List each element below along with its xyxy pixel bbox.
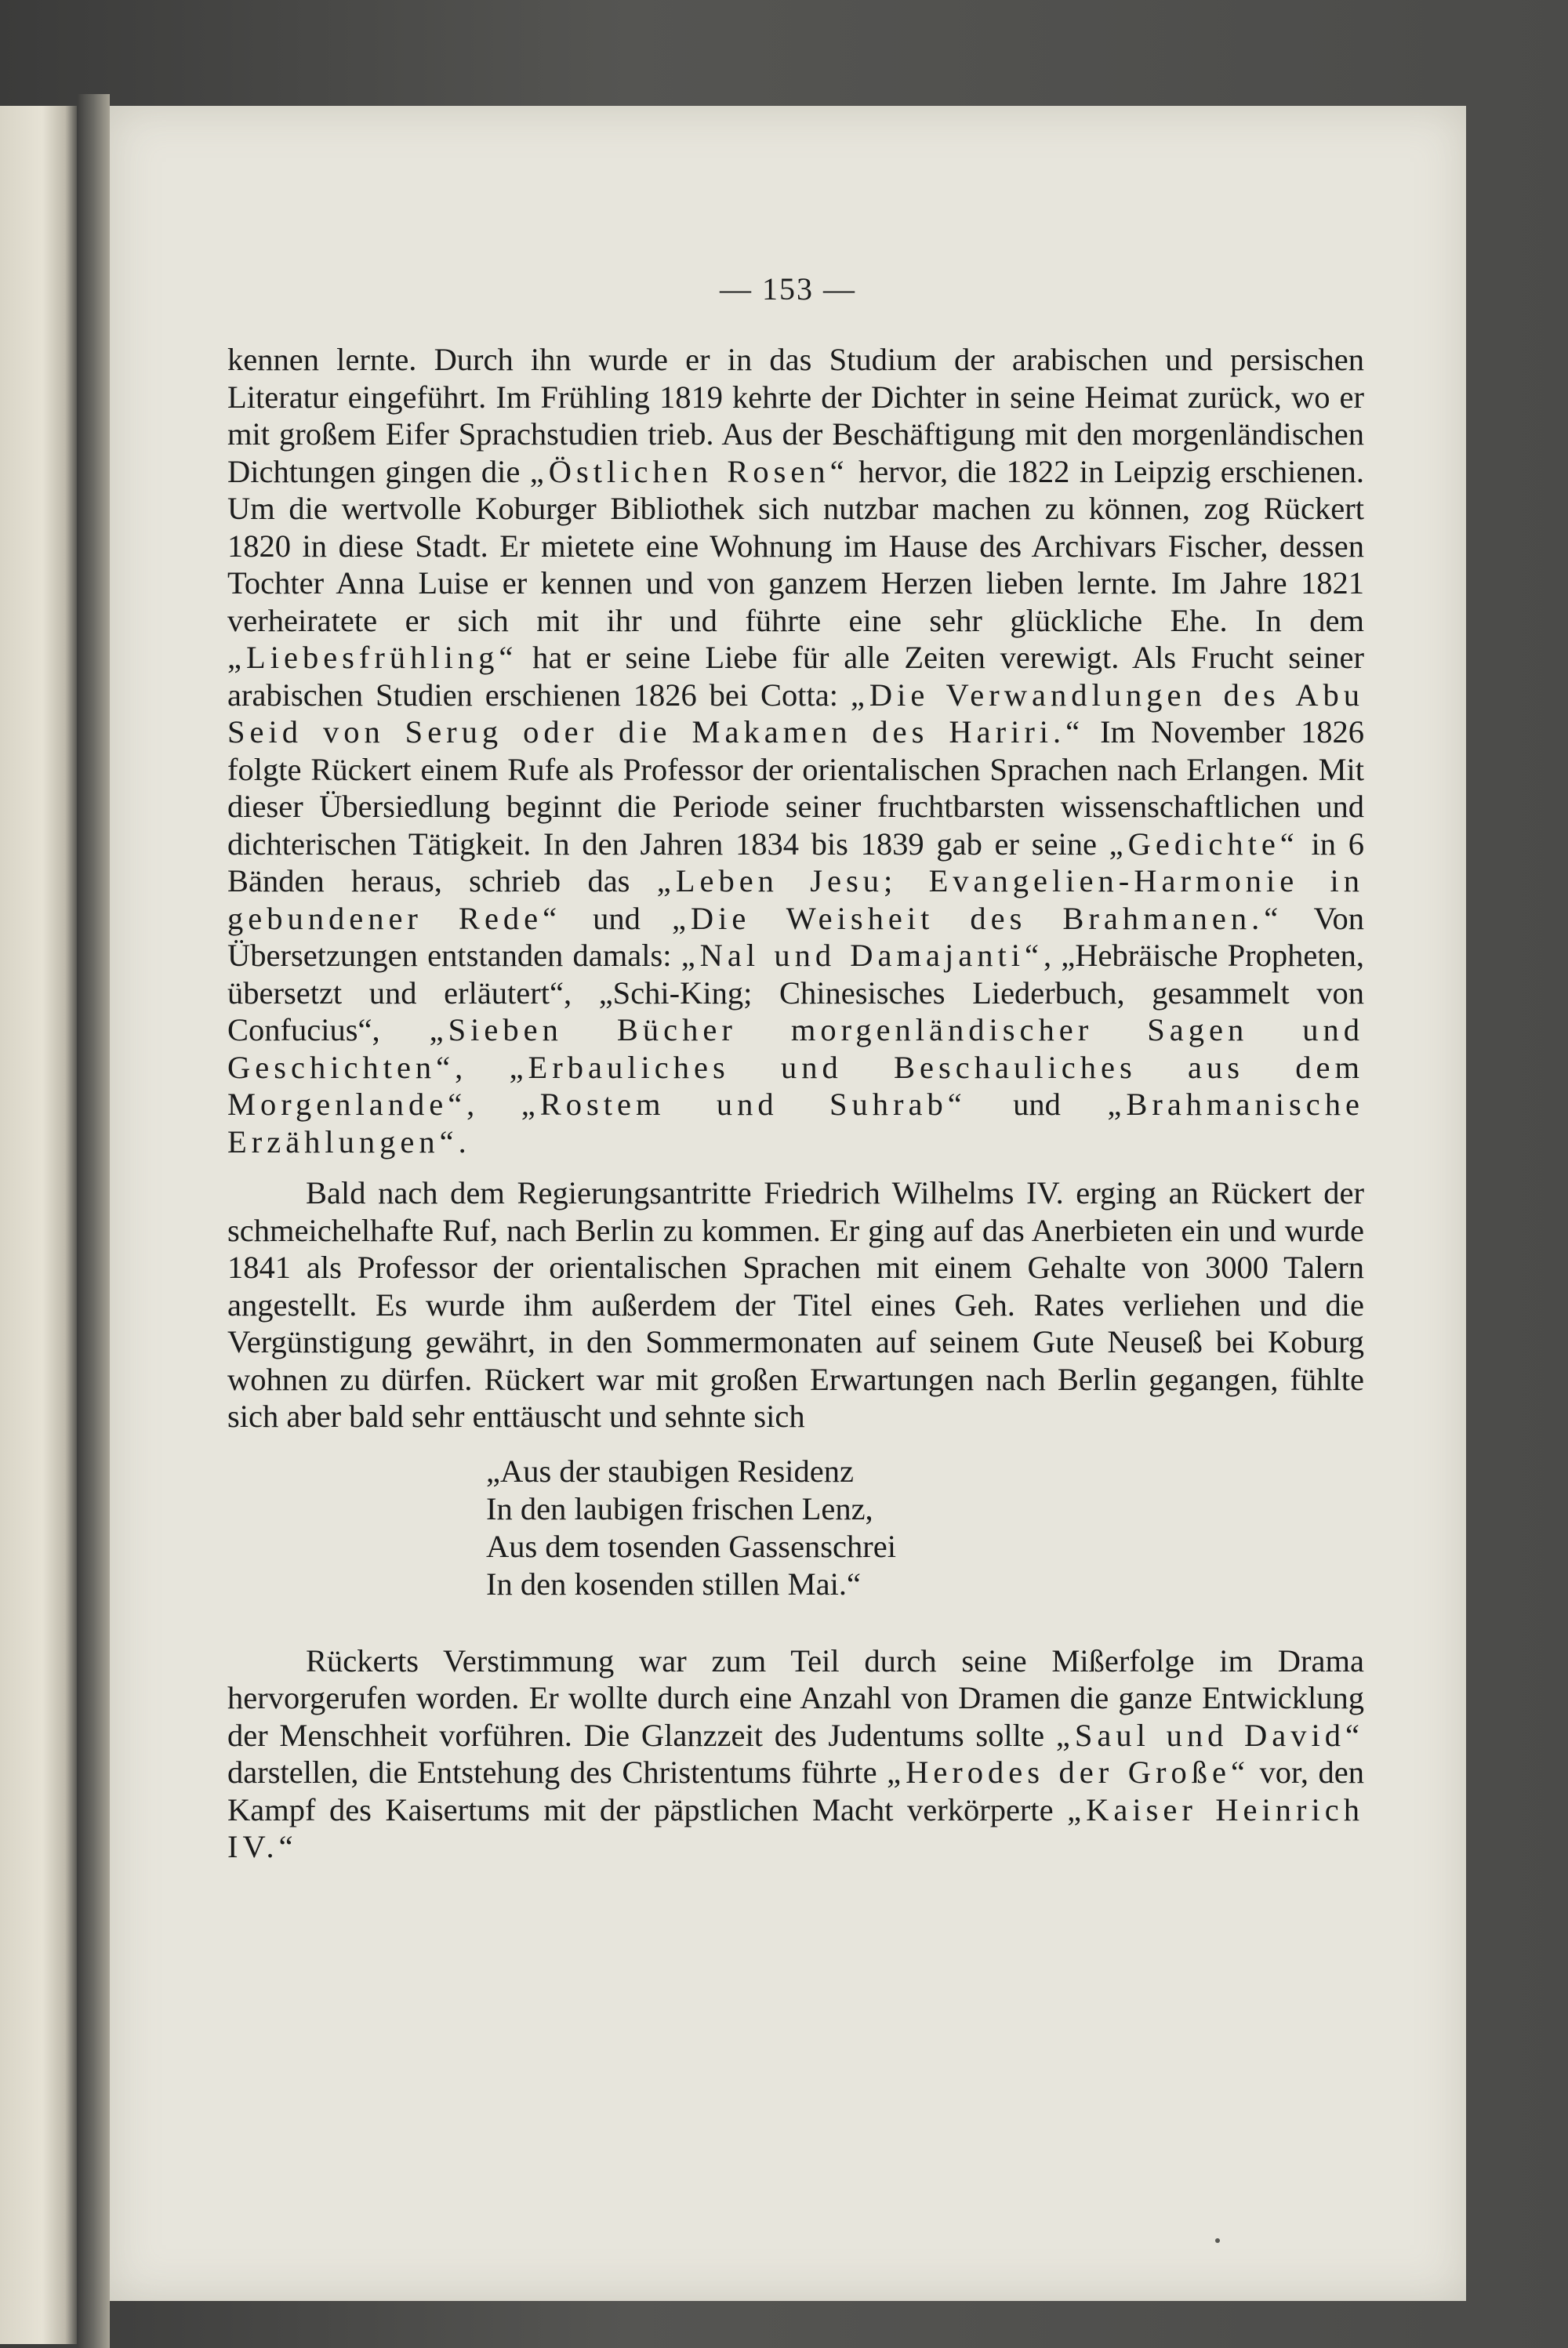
text-run: kennen lernte. Durch ihn wurde er in das Studium der arabischen und persischen Literatur eingeführt. Im Frühling 1819 kehrte der Dichter in seine Heimat zurück, wo er mit großem Eifer Sprachstudien trieb. Aus der Beschäftigung mit den morgenländischen Dichtungen gingen die [227,342,1364,489]
emphasized-title: „Die Verwandlungen des Abu Seid von Serug oder die Makamen des Hariri.“ [227,677,1364,749]
book-page [110,106,1466,2301]
emphasized-title: „Östlichen Rosen“ [529,453,849,489]
paragraph [227,341,1364,1160]
text-run: , [466,1087,521,1122]
text-run: Von Übersetzungen entstanden damals: [227,900,1365,973]
page-number: — 153 — [720,271,856,307]
emphasized-title: „Leben Jesu; Evangelien-Harmonie in gebundener Rede“ [227,863,1364,936]
paragraph [227,1642,1364,1866]
text-run: hervor, die 1822 in Leipzig erschienen. Um die wertvolle Koburger Bibliothek sich nutzbar machen zu können, zog Rückert 1820 in diese Stadt. Er mietete eine Wohnung im Hause des Archivars Fischer, dessen Tochter Anna Luise er kennen und von ganzem Herzen lieben lernte. Im Jahre 1821 verheiratete er sich mit ihr und führte eine sehr glückliche Ehe. In dem [227,453,1364,638]
verse-line: Aus dem tosenden Gassenschrei [486,1528,896,1564]
emphasized-title: „Kaiser Heinrich IV.“ [227,1791,1364,1864]
verse-line: In den kosenden stillen Mai.“ [486,1566,862,1602]
text-run: , [372,1012,430,1047]
emphasized-title: „Rostem und Suhrab“ [521,1087,967,1122]
text-run: vor, den Kampf des Kaisertums mit der päpstlichen Macht verkörperte [227,1755,1364,1827]
verse-line: In den laubigen frischen Lenz, [486,1490,873,1526]
text-run: und [561,900,672,936]
emphasized-title: „Die Weisheit des Brahmanen.“ [671,900,1283,936]
text-run: , „Hebräische Propheten, übersetzt und erläutert“, [227,938,1364,1011]
text-run: Bald nach dem Regierungsantritte Friedrich Wilhelms IV. erging an Rückert der schmeichelhafte Ruf, nach Berlin zu kommen. Er ging auf das Anerbieten ein und wurde 1841 als Professor der orientalischen Sprachen mit einem Gehalte von 3000 Talern angestellt. Es wurde ihm außerdem der Titel eines Geh. Rates verliehen und die Vergünstigung gewährt, in den Sommermonaten auf seinem Gute Neuseß bei Koburg wohnen zu dürfen. Rückert war mit großen Erwartungen nach Berlin gegangen, fühlte sich aber bald sehr enttäuscht und sehnte sich [227,1175,1364,1434]
text-run: und [966,1087,1108,1122]
text-run: , [455,1049,510,1085]
emphasized-title: „Gedichte“ [1109,826,1299,862]
text-run: in 6 Bänden heraus, schrieb das [227,826,1364,898]
emphasized-title: „Herodes der Große“ [887,1755,1250,1790]
text-run: „Schi-King; Chinesisches Liederbuch, gesammelt von Confucius“ [227,974,1364,1047]
paragraph [227,1174,1364,1435]
text-run: hat er seine Liebe für alle Zeiten verewigt. Als Frucht seiner arabischen Studien erschienen 1826 bei Cotta: [227,640,1364,713]
text-run: Im November 1826 folgte Rückert einem Rufe als Professor der orientalischen Sprachen nach Erlangen. Mit dieser Übersiedlung beginnt die Periode seiner fruchtbarsten wissenschaftlichen und dichterischen Tätigkeit. In den Jahren 1834 bis 1839 gab er seine [227,714,1364,862]
emphasized-title: „Sieben Bücher morgenländischer Sagen und Geschichten“ [227,1012,1365,1085]
emphasized-title: „Liebesfrühling“ [227,640,518,675]
emphasized-title: „Saul und David“ [1055,1717,1364,1753]
previous-page-edge [0,106,77,2344]
text-run: darstellen, die Entstehung des Christentums führte [227,1755,887,1790]
page-body [227,341,1364,1866]
paper-speck [1215,2238,1220,2243]
emphasized-title: „Erbauliches und Beschauliches aus dem Morgenlande“ [227,1049,1365,1122]
emphasized-title: „Nal und Damajanti“ [681,938,1044,973]
verse-block [486,1453,1364,1603]
text-run: . [458,1123,466,1159]
emphasized-title: „Brahmanische Erzählungen“ [227,1087,1364,1159]
book-gutter [77,94,110,2348]
verse-line: „Aus der staubigen Residenz [486,1453,854,1489]
text-run: Rückerts Verstimmung war zum Teil durch seine Mißerfolge im Drama hervorgerufen worden. Er wollte durch eine Anzahl von Dramen die ganze Entwicklung der Menschheit vorführen. Die Glanzzeit des Judentums sollte [227,1642,1364,1753]
